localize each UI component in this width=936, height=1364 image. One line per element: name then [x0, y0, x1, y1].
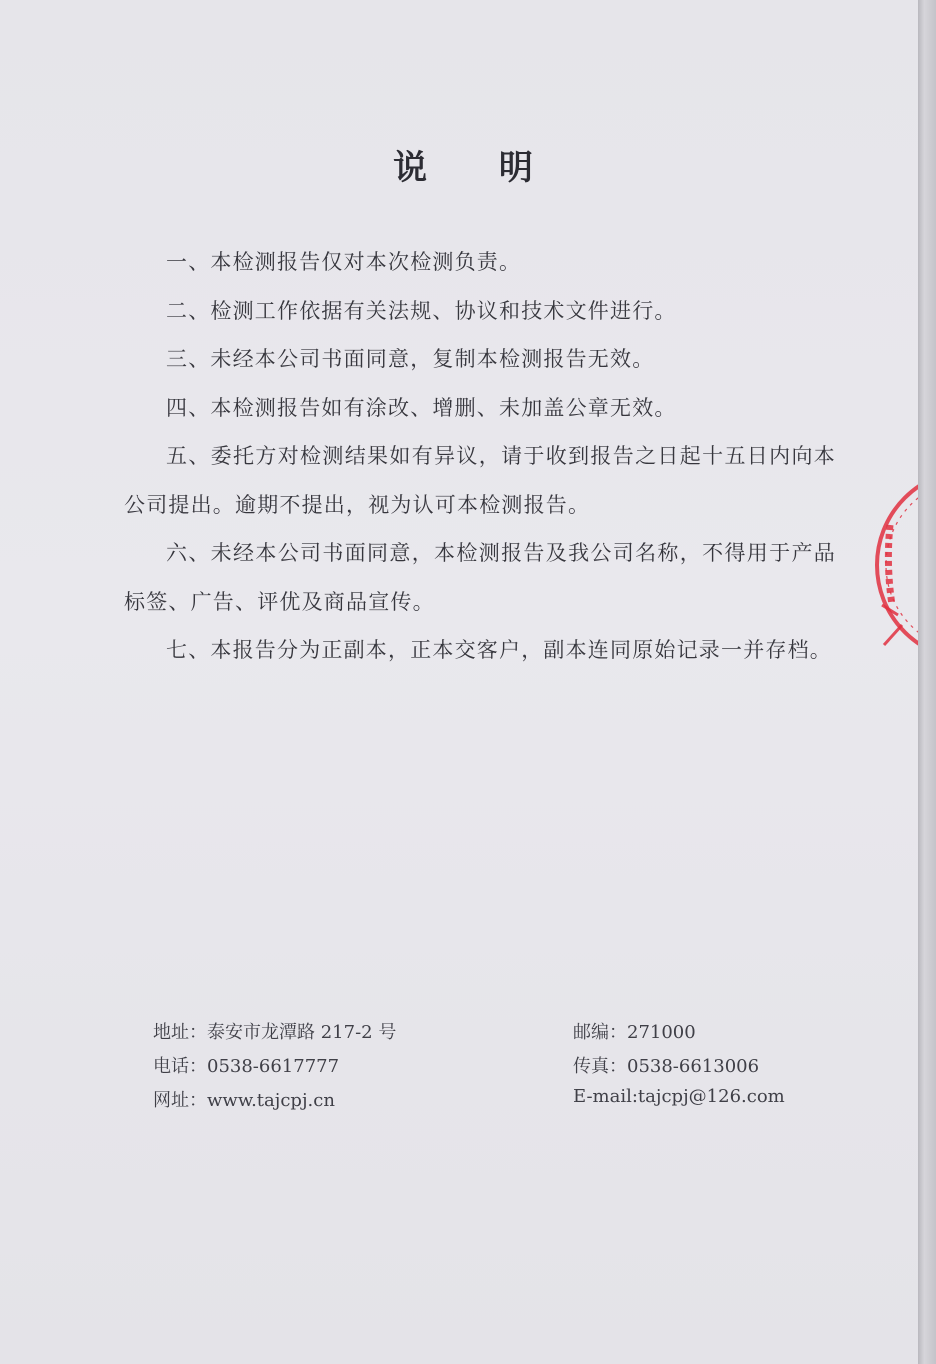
- address-text: 地址：泰安市龙潭路 217-2 号: [153, 1022, 397, 1043]
- email-text: E-mail:tajcpj@126.com: [573, 1086, 785, 1107]
- note-item-6: 六、未经本公司书面同意，本检测报告及我公司名称，不得用于产品标签、广告、评优及商品宣传。: [124, 541, 836, 614]
- phone-text: 电话：0538-6617777: [153, 1056, 340, 1077]
- note-item-1: 一、本检测报告仅对本次检测负责。: [166, 250, 522, 274]
- note-item-7: 七、本报告分为正副本，正本交客户，副本连同原始记录一并存档。: [166, 638, 832, 662]
- website-text: 网址：www.tajcpj.cn: [153, 1090, 335, 1111]
- binding-edge: [918, 0, 936, 1364]
- note-item-4: 四、本检测报告如有涂改、增删、未加盖公章无效。: [166, 395, 677, 420]
- page-title: 说 明: [393, 148, 563, 188]
- fax-text: 传真：0538-6613006: [573, 1056, 760, 1077]
- note-item-3: 三、未经本公司书面同意，复制本检测报告无效。: [166, 347, 655, 371]
- note-item-5: 五、委托方对检测结果如有异议，请于收到报告之日起十五日内向本公司提出。逾期不提出，视为认可本检测报告。: [124, 444, 836, 517]
- postcode-text: 邮编：271000: [573, 1022, 696, 1043]
- notes-body: [124, 238, 836, 675]
- contact-footer: [153, 1014, 793, 1124]
- note-item-2: 二、检测工作依据有关法规、协议和技术文件进行。: [166, 298, 677, 323]
